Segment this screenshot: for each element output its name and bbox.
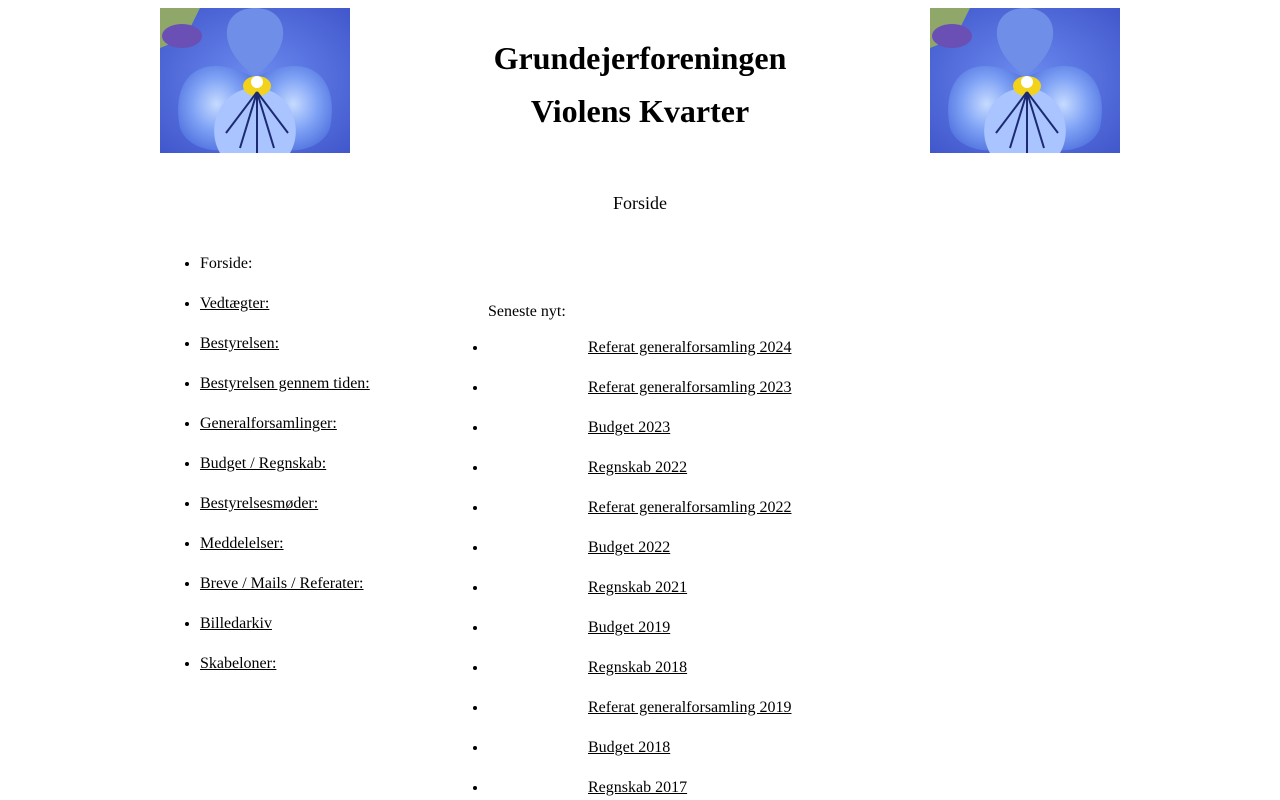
news-item: [488, 338, 791, 378]
nav-link[interactable]: Budget / Regnskab:: [200, 455, 327, 472]
news-link[interactable]: Regnskab 2022: [588, 459, 688, 476]
news-item: [488, 418, 791, 458]
news-link[interactable]: Referat generalforsamling 2023: [588, 379, 792, 396]
site-title-line-1: Grundejerforeningen: [493, 40, 787, 76]
news-link[interactable]: Regnskab 2021: [588, 579, 688, 596]
news-item: [488, 778, 791, 800]
news-link[interactable]: Referat generalforsamling 2024: [588, 339, 792, 356]
page-heading: Forside: [613, 193, 667, 213]
nav-item: [200, 334, 370, 374]
nav-link[interactable]: Vedtægter:: [200, 295, 270, 312]
news-link[interactable]: Referat generalforsamling 2019: [588, 699, 792, 716]
violet-flower-icon: [160, 8, 350, 153]
news-item: [488, 378, 791, 418]
news-link[interactable]: Regnskab 2018: [588, 659, 688, 676]
news-link[interactable]: Budget 2022: [588, 539, 671, 556]
main-navigation: [160, 254, 370, 694]
nav-item: [200, 614, 370, 654]
nav-item: [200, 494, 370, 534]
nav-item: [200, 534, 370, 574]
nav-item: [200, 414, 370, 454]
violet-flower-image-left: [160, 8, 350, 153]
news-item: [488, 578, 791, 618]
nav-link[interactable]: Bestyrelsen gennem tiden:: [200, 375, 370, 392]
nav-link[interactable]: Skabeloner:: [200, 655, 277, 672]
nav-item: [200, 654, 370, 694]
news-heading: Seneste nyt:: [488, 303, 566, 320]
nav-item: [200, 254, 370, 294]
news-item: [488, 538, 791, 578]
nav-link[interactable]: Billedarkiv: [200, 615, 272, 632]
nav-link: Forside:: [200, 255, 253, 272]
news-item: [488, 738, 791, 778]
news-link[interactable]: Budget 2018: [588, 739, 671, 756]
site-title-line-2: Violens Kvarter: [530, 93, 750, 129]
nav-item: [200, 574, 370, 614]
nav-item: [200, 454, 370, 494]
news-link[interactable]: Referat generalforsamling 2022: [588, 499, 792, 516]
news-link[interactable]: Budget 2019: [588, 619, 671, 636]
news-item: [488, 618, 791, 658]
news-link[interactable]: Regnskab 2017: [588, 779, 688, 796]
news-link[interactable]: Budget 2023: [588, 419, 671, 436]
violet-flower-image-right: [930, 8, 1120, 153]
site-title: [350, 32, 930, 138]
news-item: [488, 658, 791, 698]
nav-link[interactable]: Bestyrelsen:: [200, 335, 280, 352]
news-item: [488, 458, 791, 498]
news-item: [488, 698, 791, 738]
nav-item: [200, 374, 370, 414]
news-list: [448, 338, 791, 800]
nav-item: [200, 294, 370, 334]
nav-link[interactable]: Generalforsamlinger:: [200, 415, 337, 432]
violet-flower-icon: [930, 8, 1120, 153]
nav-link[interactable]: Breve / Mails / Referater:: [200, 575, 364, 592]
nav-link[interactable]: Bestyrelsesmøder:: [200, 495, 319, 512]
news-item: [488, 498, 791, 538]
nav-link[interactable]: Meddelelser:: [200, 535, 284, 552]
